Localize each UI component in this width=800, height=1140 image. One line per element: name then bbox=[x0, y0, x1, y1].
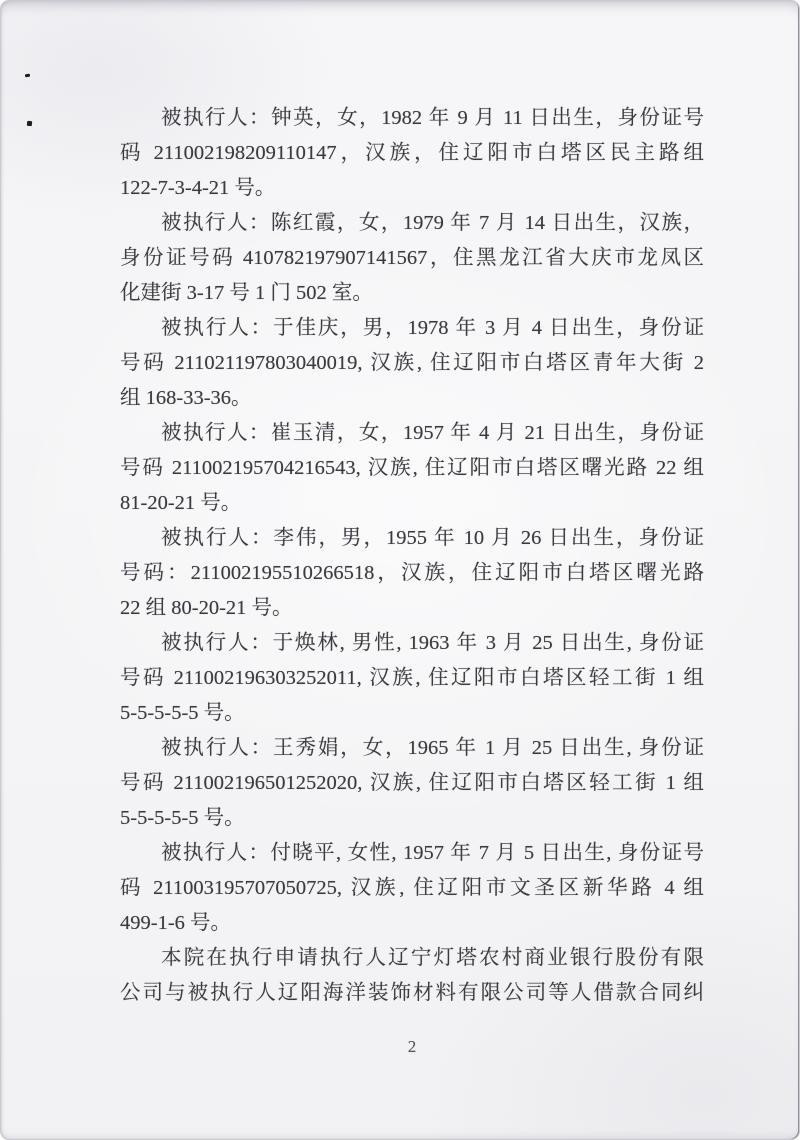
text-line: 号码 211002196303252011, 汉族, 住辽阳市白塔区轻工街 1 组 bbox=[120, 667, 704, 689]
text-line: 号码 211002195704216543, 汉族, 住辽阳市白塔区曙光路 22 组 bbox=[120, 457, 704, 479]
paragraph bbox=[120, 416, 704, 521]
text-line: 22 组 80-20-21 号。 bbox=[120, 597, 293, 619]
text-line: 被执行人：王秀娟，女，1965 年 1 月 25 日出生, 身份证 bbox=[161, 737, 704, 759]
text-line: 号码 211021197803040019, 汉族, 住辽阳市白塔区青年大街 2 bbox=[120, 352, 704, 374]
paragraph bbox=[120, 941, 704, 1011]
text-line: 122-7-3-4-21 号。 bbox=[120, 177, 276, 199]
scan-speck bbox=[25, 74, 30, 78]
text-line: 化建街 3-17 号 1 门 502 室。 bbox=[120, 282, 373, 304]
text-line: 被执行人：陈红霞，女，1979 年 7 月 14 日出生，汉族， bbox=[161, 212, 704, 234]
text-line: 5-5-5-5-5 号。 bbox=[120, 807, 245, 829]
text-line: 81-20-21 号。 bbox=[120, 492, 242, 514]
text-line: 号码：211002195510266518，汉族，住辽阳市白塔区曙光路 bbox=[120, 562, 704, 584]
text-line: 499-1-6 号。 bbox=[120, 912, 232, 934]
text-line: 本院在执行申请执行人辽宁灯塔农村商业银行股份有限 bbox=[161, 947, 704, 969]
paragraph bbox=[120, 311, 704, 416]
paragraph bbox=[120, 521, 704, 626]
text-line: 被执行人：于焕林, 男性, 1963 年 3 月 25 日出生, 身份证 bbox=[161, 632, 704, 654]
text-line: 码 211003195707050725, 汉族, 住辽阳市文圣区新华路 4 组 bbox=[120, 877, 704, 899]
paragraph bbox=[120, 101, 704, 206]
page-number: 2 bbox=[407, 1037, 417, 1056]
paragraph bbox=[120, 206, 704, 311]
text-line: 组 168-33-36。 bbox=[120, 387, 252, 409]
text-line: 码 211002198209110147，汉族，住辽阳市白塔区民主路组 bbox=[120, 142, 704, 164]
text-line: 被执行人：崔玉清，女，1957 年 4 月 21 日出生，身份证 bbox=[161, 422, 704, 444]
paragraph bbox=[120, 731, 704, 836]
text-line: 被执行人：付晓平, 女性, 1957 年 7 月 5 日出生, 身份证号 bbox=[161, 842, 704, 864]
text-line: 公司与被执行人辽阳海洋装饰材料有限公司等人借款合同纠 bbox=[120, 982, 704, 1004]
text-line: 被执行人：钟英，女，1982 年 9 月 11 日出生，身份证号 bbox=[161, 107, 704, 129]
text-line: 被执行人：李伟，男，1955 年 10 月 26 日出生，身份证 bbox=[161, 527, 704, 549]
text-line: 号码 211002196501252020, 汉族, 住辽阳市白塔区轻工街 1 组 bbox=[120, 772, 704, 794]
text-line: 5-5-5-5-5 号。 bbox=[120, 702, 245, 724]
document-body bbox=[120, 101, 704, 1011]
text-line: 身份证号码 410782197907141567，住黑龙江省大庆市龙凤区 bbox=[120, 247, 704, 269]
paragraph bbox=[120, 836, 704, 941]
text-line: 被执行人：于佳庆，男，1978 年 3 月 4 日出生，身份证 bbox=[161, 317, 704, 339]
paragraph bbox=[120, 626, 704, 731]
scan-speck bbox=[27, 121, 32, 126]
